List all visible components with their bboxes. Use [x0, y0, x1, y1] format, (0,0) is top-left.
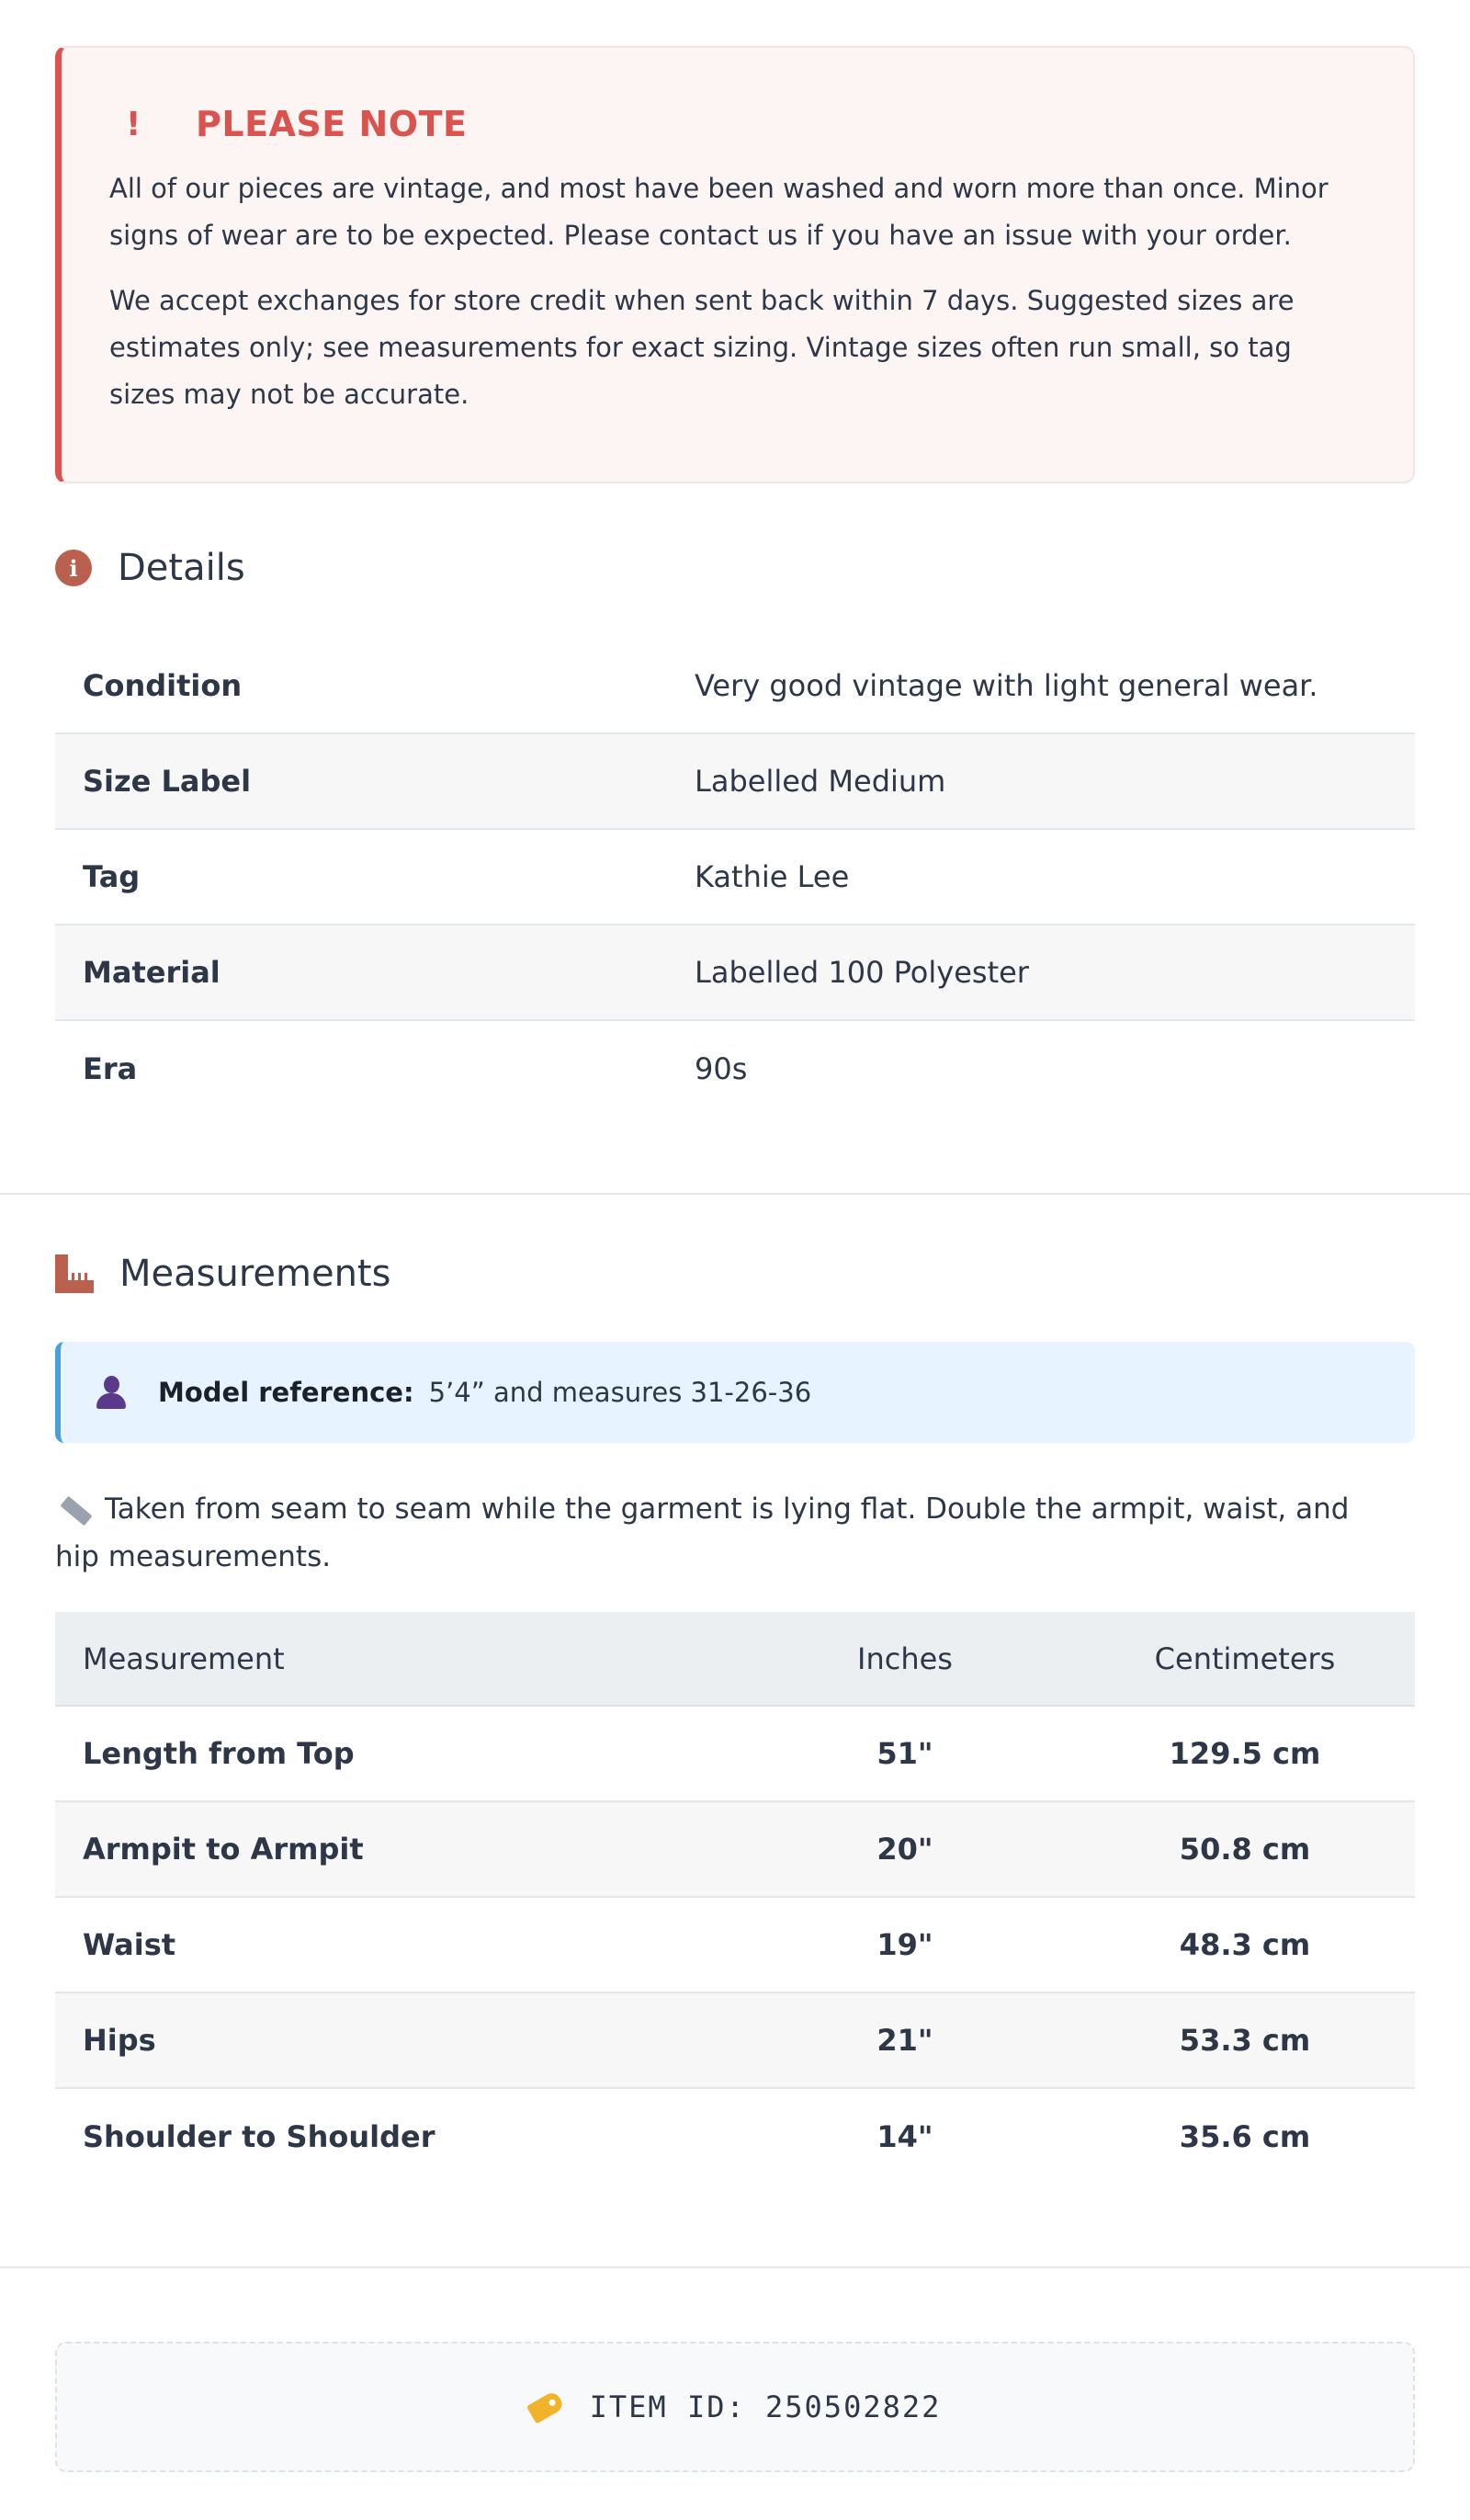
measurement-name: Waist [55, 1897, 735, 1992]
straight-ruler-icon [60, 1495, 92, 1526]
section-divider [0, 1193, 1470, 1195]
model-reference-text: 5’4” and measures 31-26-36 [428, 1377, 812, 1408]
detail-value: Very good vintage with light general wear. [667, 638, 1415, 733]
measurement-name: Shoulder to Shoulder [83, 2118, 435, 2154]
column-header: Centimeters [1075, 1612, 1415, 1706]
measurement-inches: 51" [735, 1706, 1075, 1801]
model-reference-box [55, 1342, 1415, 1443]
table-row [55, 1992, 1415, 2088]
detail-label: Condition [55, 638, 667, 733]
measurement-name: Hips [55, 1992, 735, 2088]
detail-label: Size Label [55, 733, 667, 829]
item-id-text: ITEM ID: 250502822 [589, 2389, 942, 2424]
table-header-row [55, 1612, 1415, 1706]
note-paragraph-1: All of our pieces are vintage, and most have been washed and worn more than once. Minor signs of wear are to be expected. Please contact us if you have an issue with your order. [109, 173, 1329, 251]
ruler-icon [55, 1254, 94, 1293]
detail-label: Tag [55, 829, 667, 925]
note-title: PLEASE NOTE [196, 104, 468, 144]
measurement-name: Length from Top [55, 1706, 735, 1801]
person-icon [96, 1376, 127, 1409]
item-id-box [55, 2342, 1415, 2472]
info-circle-icon: i [55, 550, 92, 586]
flat-measure-note [55, 1485, 1378, 1581]
section-divider [0, 2266, 1470, 2268]
measurement-cm: 129.5 cm [1075, 1706, 1415, 1801]
details-table [55, 638, 1415, 1116]
column-header: Inches [735, 1612, 1075, 1706]
please-note-alert [55, 46, 1415, 483]
tag-icon [526, 2389, 565, 2424]
detail-value: Kathie Lee [667, 829, 1415, 925]
table-row [55, 1801, 1415, 1897]
model-reference-label: Model reference: [158, 1377, 414, 1408]
measurement-cm: 48.3 cm [1075, 1897, 1415, 1992]
detail-value: Labelled Medium [667, 733, 1415, 829]
table-row [55, 1897, 1415, 1992]
measurement-cm: 50.8 cm [1075, 1801, 1415, 1897]
measurement-cm: 53.3 cm [1075, 1992, 1415, 2088]
detail-value: 90s [695, 1050, 748, 1086]
measurement-inches: 21" [735, 1992, 1075, 2088]
details-title: Details [118, 547, 245, 589]
table-row [55, 925, 1415, 1020]
measurement-inches: 19" [735, 1897, 1075, 1992]
detail-label: Material [55, 925, 667, 1020]
measurements-table [55, 1612, 1415, 2184]
table-row [55, 1706, 1415, 1801]
note-header [109, 103, 1365, 145]
table-row [55, 1020, 1415, 1116]
column-header: Measurement [55, 1612, 735, 1706]
flat-measure-text: Taken from seam to seam while the garment is lying flat. Double the armpit, waist, and hip measurements. [55, 1493, 1350, 1573]
measurements-title: Measurements [119, 1253, 391, 1295]
detail-label: Era [83, 1050, 138, 1086]
detail-value: Labelled 100 Polyester [667, 925, 1415, 1020]
table-row [55, 829, 1415, 925]
table-row [55, 733, 1415, 829]
exclamation-icon: ! [126, 105, 141, 143]
measurement-inches: 20" [735, 1801, 1075, 1897]
table-row [55, 2088, 1415, 2184]
measurement-inches: 14" [876, 2118, 933, 2154]
note-paragraph-2: We accept exchanges for store credit when sent back within 7 days. Suggested sizes are estimates only; see measurements for exact sizing. Vintage sizes often run small, so tag sizes may not be accurate. [109, 285, 1295, 410]
details-header [55, 540, 245, 596]
measurement-cm: 35.6 cm [1179, 2118, 1311, 2154]
measurements-header [55, 1246, 390, 1301]
measurement-name: Armpit to Armpit [55, 1801, 735, 1897]
table-row [55, 638, 1415, 733]
